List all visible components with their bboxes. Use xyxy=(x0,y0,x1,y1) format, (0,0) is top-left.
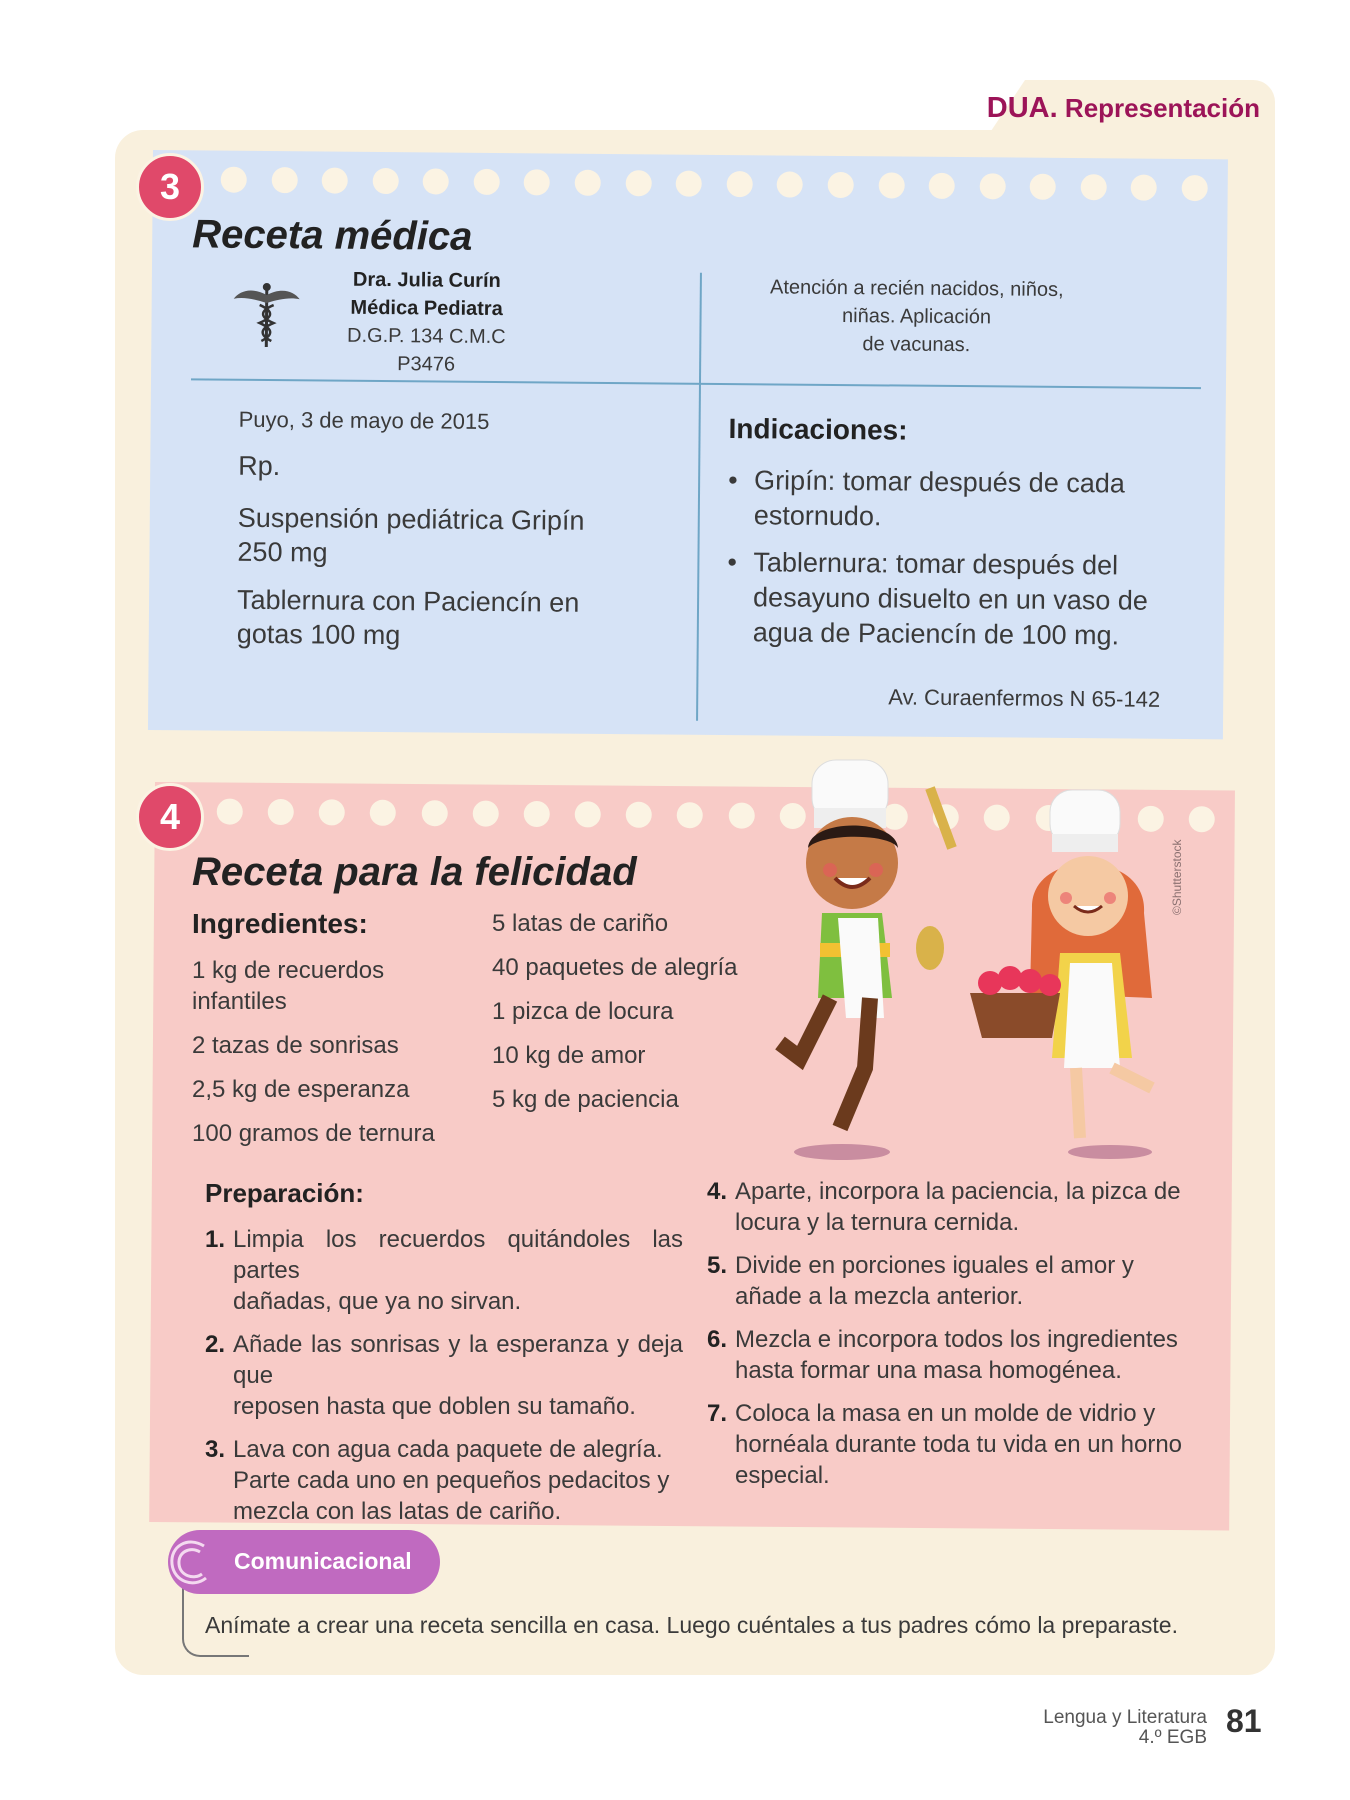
medication-item: Suspensión pediátrica Gripín 250 mg xyxy=(237,502,585,568)
service-line: Atención a recién nacidos, niños, xyxy=(769,276,1064,301)
steps-left xyxy=(205,1224,683,1539)
binder-holes xyxy=(221,167,1208,202)
ingredients-list-right xyxy=(492,908,752,1128)
activity-number-3: 3 xyxy=(136,153,204,221)
preparation-step: 6. Mezcla e incorpora todos los ingredientes hasta formar una masa homogénea. xyxy=(707,1326,1178,1384)
medical-recipe-title: Receta médica xyxy=(192,212,473,259)
chef-kids-illustration xyxy=(760,738,1200,1168)
boy-chef xyxy=(780,760,952,1128)
vertical-divider xyxy=(696,273,702,721)
c-letter-icon xyxy=(166,1536,212,1590)
caduceus-icon xyxy=(231,281,302,352)
grade-label: 4.º EGB xyxy=(1138,1727,1207,1748)
horizontal-divider xyxy=(191,378,1201,389)
indication-item: • Tablernura: tomar después del desayuno disuelto en un vaso de agua de Paciencín de 100 mg. xyxy=(727,545,1168,654)
rp-label: Rp. xyxy=(238,450,281,482)
ingredient-item: 10 kg de amor xyxy=(492,1042,646,1069)
doctor-code: D.G.P. 134 C.M.C P3476 xyxy=(346,324,506,376)
doctor-specialty: Médica Pediatra xyxy=(350,296,503,321)
preparation-step: 4. Aparte, incorpora la paciencia, la pizca de locura y la ternura cernida. xyxy=(707,1178,1181,1236)
steps-right xyxy=(707,1176,1185,1503)
ingredient-item: 2 tazas de sonrisas xyxy=(192,1032,399,1059)
communication-label: Comunicacional xyxy=(234,1548,412,1574)
communication-badge xyxy=(168,1530,440,1594)
service-line: niñas. Aplicación xyxy=(841,305,992,329)
preparation-step: 3. Lava con agua cada paquete de alegría. Parte cada uno en pequeños pedacitos y mezcla con las latas de cariño. xyxy=(205,1436,670,1525)
indications-list xyxy=(727,463,1169,666)
girl-chef xyxy=(970,790,1152,1138)
happiness-recipe-title: Receta para la felicidad xyxy=(192,850,637,894)
communication-text: Anímate a crear una receta sencilla en casa. Luego cuéntales a tus padres cómo la preparaste. xyxy=(205,1612,1178,1638)
prescription-date: Puyo, 3 de mayo de 2015 xyxy=(238,406,490,434)
ingredients-list-left xyxy=(192,955,472,1162)
service-info xyxy=(711,273,1122,361)
service-line: de vacunas. xyxy=(862,333,971,357)
clinic-address: Av. Curaenfermos N 65-142 xyxy=(888,684,1161,712)
doctor-info xyxy=(316,265,537,379)
indication-item: • Gripín: tomar después de cada estornudo. xyxy=(728,463,1169,537)
indications-title: Indicaciones: xyxy=(728,413,908,446)
medication-item: Tablernura con Paciencín en gotas 100 mg xyxy=(236,584,580,651)
footer-subject xyxy=(1043,1708,1207,1748)
dua-label: DUA. Representación xyxy=(986,92,1260,124)
ingredient-item: 5 latas de cariño xyxy=(492,910,669,937)
ingredients-title: Ingredientes: xyxy=(192,908,368,939)
ingredient-item: 1 pizca de locura xyxy=(492,998,674,1025)
ingredient-item: 2,5 kg de esperanza xyxy=(192,1076,410,1103)
preparation-step: 2. Añade las sonrisas y la esperanza y deja que reposen hasta que doblen su tamaño. xyxy=(205,1331,683,1420)
image-credit: ©Shutterstock xyxy=(1170,839,1184,915)
preparation-step: 7. Coloca la masa en un molde de vidrio y hornéala durante toda tu vida en un horno especial. xyxy=(707,1400,1183,1489)
ingredient-item: 5 kg de paciencia xyxy=(492,1086,679,1113)
preparation-title: Preparación: xyxy=(205,1178,364,1208)
activity-number-4: 4 xyxy=(136,783,204,851)
doctor-name: Dra. Julia Curín xyxy=(352,268,501,293)
ingredient-item: 1 kg de recuerdos infantiles xyxy=(192,957,385,1015)
medical-recipe-card xyxy=(148,150,1228,739)
subject-label: Lengua y Literatura xyxy=(1043,1707,1207,1728)
ingredient-item: 100 gramos de ternura xyxy=(192,1120,435,1147)
page-number: 81 xyxy=(1226,1703,1262,1739)
preparation-step: 5. Divide en porciones iguales el amor y añade a la mezcla anterior. xyxy=(707,1252,1134,1310)
ingredient-item: 40 paquetes de alegría xyxy=(492,954,738,981)
preparation-step: 1. Limpia los recuerdos quitándoles las partes dañadas, que ya no sirvan. xyxy=(205,1226,683,1315)
